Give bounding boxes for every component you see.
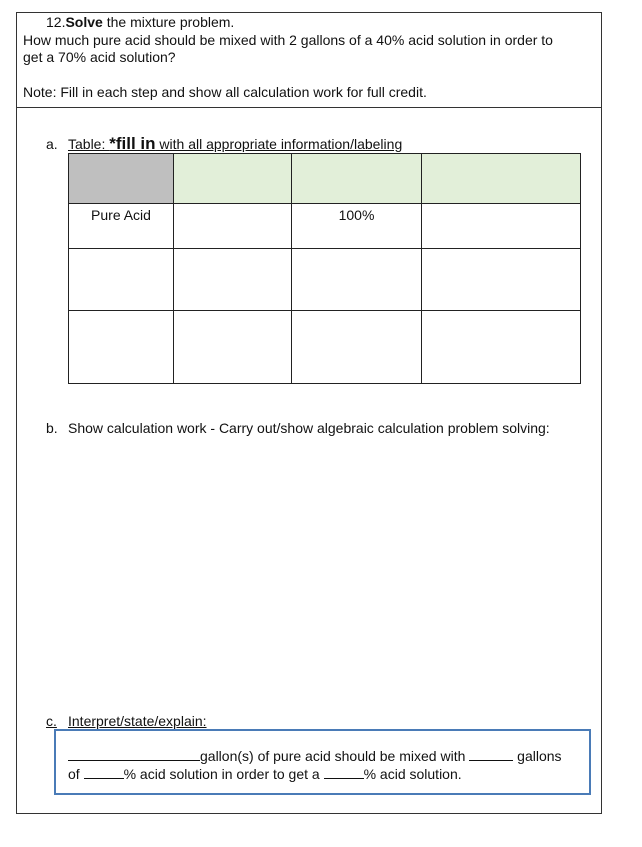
worksheet-border — [16, 12, 602, 814]
section-b-heading — [46, 420, 550, 436]
blank-pure-acid-gallons[interactable] — [68, 747, 200, 761]
section-c-letter: c. — [46, 713, 57, 729]
question-verb: Solve — [65, 14, 103, 30]
question-text-line1: How much pure acid should be mixed with 2 gallons of a 40% acid solution in order to — [23, 32, 553, 48]
table-cell[interactable] — [292, 311, 422, 384]
answer-text5: % acid solution. — [363, 766, 462, 782]
table-cell[interactable] — [292, 154, 422, 204]
table-row — [69, 204, 581, 249]
table-cell[interactable] — [292, 249, 422, 311]
table-cell[interactable] — [422, 249, 581, 311]
blank-target-percent[interactable] — [324, 765, 364, 779]
table-cell[interactable]: 100% — [292, 204, 422, 249]
answer-text1: gallon(s) of pure acid should be mixed with — [200, 748, 470, 764]
mixture-table — [68, 153, 581, 384]
answer-text2: gallons — [513, 748, 562, 764]
blank-solution-percent[interactable] — [84, 765, 124, 779]
note-text: Note: Fill in each step and show all calculation work for full credit. — [23, 84, 427, 100]
table-cell[interactable] — [174, 311, 292, 384]
table-cell[interactable] — [174, 249, 292, 311]
section-c-label: Interpret/state/explain: — [68, 713, 207, 729]
section-a-label — [68, 136, 402, 152]
table-cell[interactable] — [422, 204, 581, 249]
table-cell[interactable] — [422, 154, 581, 204]
question-text-line2: get a 70% acid solution? — [23, 49, 176, 65]
section-b-label: Show calculation work - Carry out/show algebraic calculation problem solving: — [68, 420, 550, 436]
section-a-letter: a. — [46, 136, 58, 152]
blank-solution-gallons[interactable] — [469, 747, 513, 761]
table-row — [69, 311, 581, 384]
answer-text3: of — [68, 766, 84, 782]
section-c-heading — [46, 713, 207, 729]
question-title-rest: the mixture problem. — [102, 14, 235, 30]
table-cell[interactable] — [422, 311, 581, 384]
answer-text4: % acid solution in order to get a — [123, 766, 324, 782]
answer-line2 — [68, 765, 462, 782]
table-cell[interactable]: Pure Acid — [69, 204, 174, 249]
table-cell[interactable] — [174, 204, 292, 249]
section-a-heading — [46, 136, 402, 152]
table-row — [69, 249, 581, 311]
question-title — [46, 14, 234, 30]
answer-line1 — [68, 747, 562, 764]
section-a-rest: with all appropriate information/labeling — [155, 136, 403, 152]
section-a-label-text: Table: — [68, 136, 110, 152]
table-cell[interactable] — [174, 154, 292, 204]
table-header-row — [69, 154, 581, 204]
table-cell[interactable] — [69, 154, 174, 204]
section-b-letter: b. — [46, 420, 58, 436]
question-number: 12. — [46, 14, 66, 30]
table-cell[interactable] — [69, 311, 174, 384]
section-a-emphasis: *fill in — [109, 134, 156, 153]
table-cell[interactable] — [69, 249, 174, 311]
